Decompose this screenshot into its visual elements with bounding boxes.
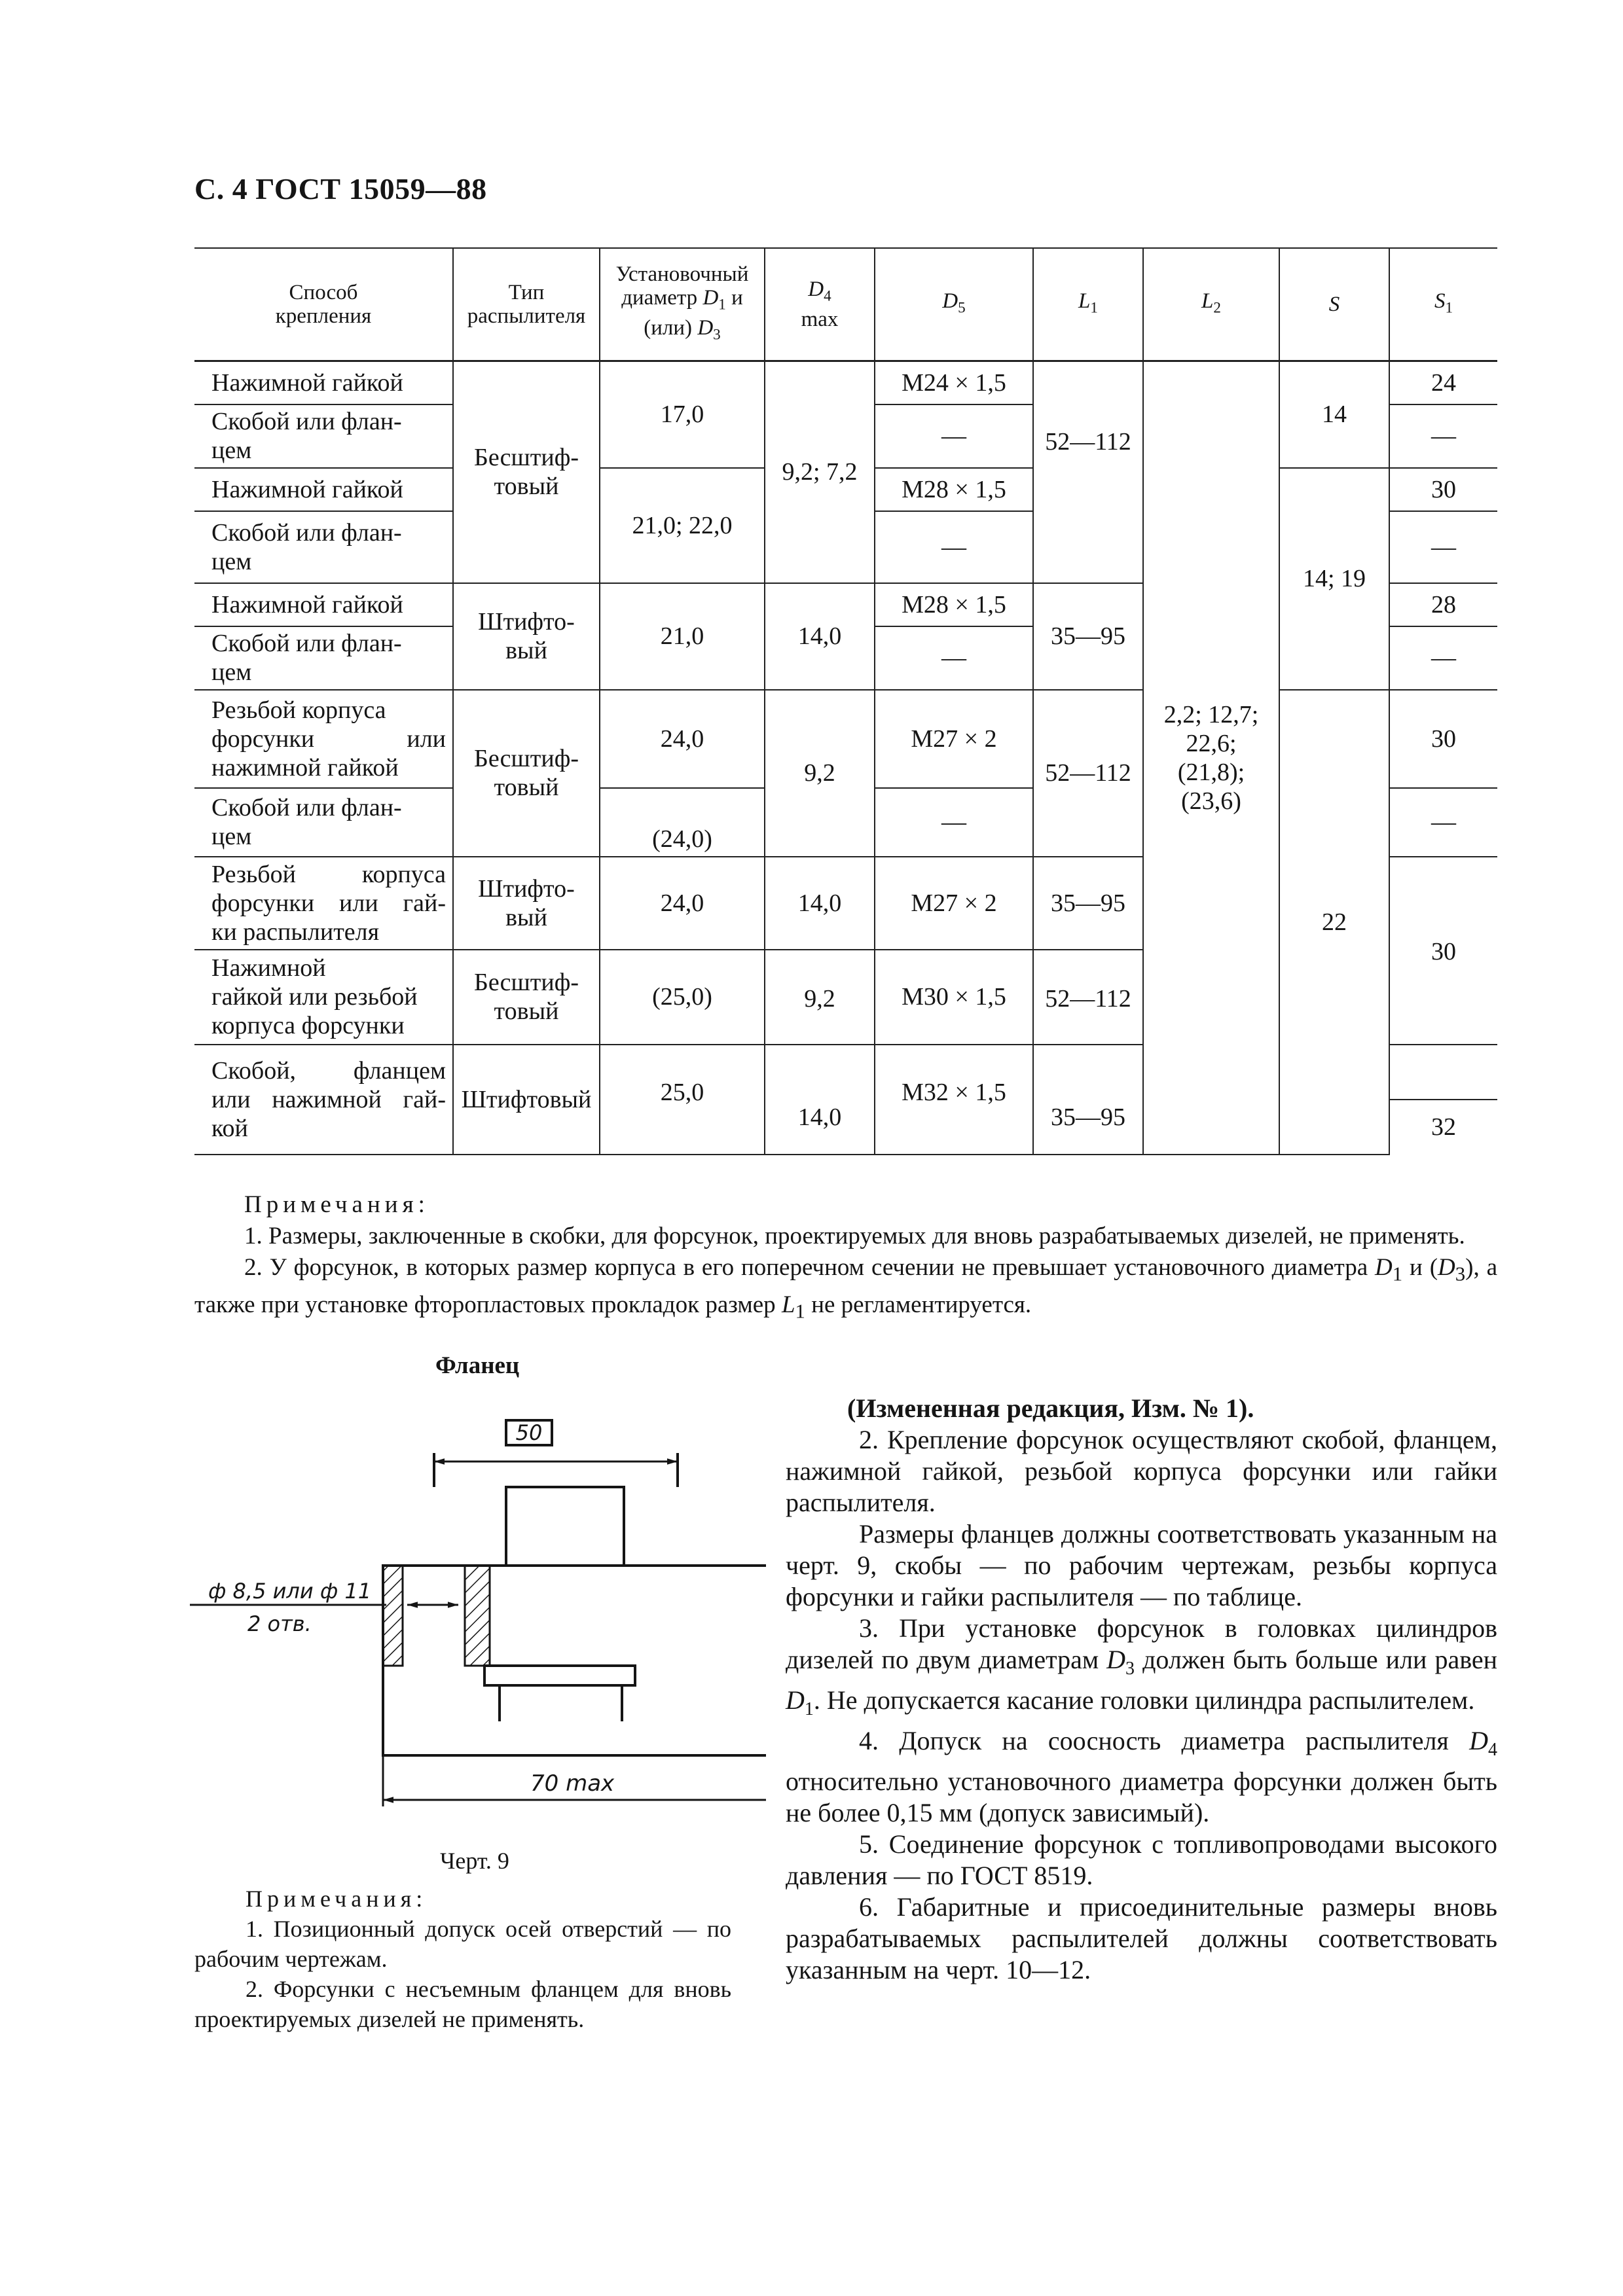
cell-l1: 52—112	[1033, 950, 1143, 1045]
cell-s1: —	[1389, 404, 1497, 468]
table-notes	[194, 1189, 1497, 1327]
cell-install: 21,0; 22,0	[600, 468, 765, 583]
clause-2: 2. Крепление форсунок осуществляют скобой, фланцем, нажимной гайкой, резьбой корпуса форсунки или гайки распылителя.	[786, 1425, 1497, 1517]
cell-d5: M30 × 1,5	[875, 950, 1033, 1045]
cell-s1: 32	[1389, 1100, 1497, 1155]
cell-l1: 35—95	[1033, 583, 1143, 690]
cell-l1: 52—112	[1033, 690, 1143, 857]
cell-l1: 52—112	[1033, 361, 1143, 583]
clause-3: 3. При установке форсунок в головках цилиндров дизелей по двум диаметрам $D_3$ должен быть больше или равен $D_1$. Не допускается касание головки цилиндра распылителем.	[786, 1613, 1498, 1719]
cell-install: 25,0	[600, 1045, 765, 1155]
figure-title: Фланец	[435, 1352, 520, 1379]
cell-install: (25,0)	[600, 950, 765, 1045]
cell-s: 22	[1279, 690, 1389, 1155]
cell-s1: 24	[1389, 361, 1497, 404]
col-header-install: Установочный диаметр $D_1$ и (или) $D_3$	[600, 248, 765, 361]
cell-mount: Скобой или флан- цем	[194, 404, 453, 468]
dim-label-50: 50	[515, 1420, 543, 1445]
flange-lower-shoulder	[484, 1666, 635, 1685]
cell-s1: 28	[1389, 583, 1497, 626]
col-header-mount: Способ крепления	[194, 248, 453, 361]
figure-note-2: 2. Форсунки с несъемным фланцем для вновь проектируемых дизелей не применять.	[194, 1976, 731, 2032]
clause-2-dimensions: Размеры фланцев должны соответствовать указанным на черт. 9, скобы — по рабочим чертежам, резьбы корпуса форсунки и гайки распылителя — по таблице.	[786, 1519, 1497, 1611]
cell-d5: M24 × 1,5	[875, 361, 1033, 404]
cell-type: Штифто- вый	[453, 583, 600, 690]
cell-d4: 9,2	[765, 690, 875, 857]
table-row	[194, 361, 1497, 404]
clause-5: 5. Соединение форсунок с топливопроводами высокого давления — по ГОСТ 8519.	[786, 1829, 1497, 1890]
cell-d5: M28 × 1,5	[875, 468, 1033, 511]
cell-mount: Резьбой корпуса форсунки или гай- ки распылителя	[194, 857, 453, 950]
cell-type: Бесштиф- товый	[453, 361, 600, 583]
notes-heading: Примечания:	[244, 1191, 429, 1218]
col-header-l1: $L_1$	[1033, 248, 1143, 361]
cell-install: 24,0	[600, 857, 765, 950]
cell-mount: Резьбой корпуса форсунки или нажимной гайкой	[194, 690, 453, 788]
figure-notes	[194, 1884, 731, 2034]
cell-type: Бесштиф- товый	[453, 950, 600, 1045]
note-1: 1. Размеры, заключенные в скобки, для форсунок, проектируемых для вновь разрабатываемых дизелей, не применять.	[244, 1223, 1465, 1249]
cell-d5: M27 × 2	[875, 857, 1033, 950]
cell-s1: 30	[1389, 857, 1497, 1045]
hole-hatch-right	[465, 1566, 490, 1666]
cell-d4: 9,2	[765, 950, 875, 1045]
col-header-d5: $D_5$	[875, 248, 1033, 361]
amendment-note: (Измененная редакция, Изм. № 1).	[847, 1393, 1254, 1423]
cell-mount: Нажимной гайкой	[194, 361, 453, 404]
hole-callout-diameter: ф 8,5 или ф 11	[208, 1579, 372, 1604]
clause-4: 4. Допуск на соосность диаметра распылителя $D_4$ относительно установочного диаметра форсунки должен быть не более 0,15 мм (допуск зависимый).	[786, 1726, 1497, 1827]
cell-type: Штифто- вый	[453, 857, 600, 950]
cell-d5: —	[875, 511, 1033, 583]
cell-d4: 9,2; 7,2	[765, 361, 875, 583]
cell-mount: Нажимной гайкой	[194, 468, 453, 511]
col-header-l2: $L_2$	[1143, 248, 1279, 361]
cell-mount: Скобой или флан- цем	[194, 511, 453, 583]
cell-d5: —	[875, 404, 1033, 468]
table-row	[194, 690, 1497, 788]
note-2: 2. У форсунок, в которых размер корпуса в его поперечном сечении не превышает установочного диаметра $D_1$ и $(D_3)$, а также при установке фторопластовых прокладок размер $L_1$ не регламентируется.	[194, 1254, 1498, 1323]
cell-type: Штифтовый	[453, 1045, 600, 1155]
cell-mount: Нажимной гайкой	[194, 583, 453, 626]
col-header-s: S	[1279, 248, 1389, 361]
cell-type: Бесштиф- товый	[453, 690, 600, 857]
clause-6: 6. Габаритные и присоединительные размеры вновь разрабатываемых распылителей должны соответствовать указанным на черт. 10—12.	[786, 1892, 1497, 1984]
col-header-type: Тип распылителя	[453, 248, 600, 361]
cell-s1: 30	[1389, 690, 1497, 788]
flange-upper-boss	[506, 1487, 624, 1566]
figure-caption: Черт. 9	[440, 1848, 509, 1874]
cell-mount: Скобой или флан- цем	[194, 788, 453, 857]
cell-s1: —	[1389, 511, 1497, 583]
cell-d4: 14,0	[765, 1045, 875, 1155]
cell-l1: 35—95	[1033, 857, 1143, 950]
cell-l1: 35—95	[1033, 1045, 1143, 1155]
cell-mount: Скобой, фланцем или нажимной гай- кой	[194, 1045, 453, 1155]
cell-install: 24,0	[600, 690, 765, 788]
cell-s: 14	[1279, 361, 1389, 468]
cell-d5: —	[875, 626, 1033, 690]
flange-body	[383, 1566, 766, 1755]
cell-s: 14; 19	[1279, 468, 1389, 690]
col-header-d4: $D_4$ max	[765, 248, 875, 361]
table-header-row	[194, 248, 1497, 361]
cell-d5: M28 × 1,5	[875, 583, 1033, 626]
right-column-text	[786, 1393, 1497, 1986]
cell-d5: —	[875, 788, 1033, 857]
cell-d4: 14,0	[765, 583, 875, 690]
cell-d5: M32 × 1,5	[875, 1045, 1033, 1155]
cell-d5: M27 × 2	[875, 690, 1033, 788]
cell-install: (24,0)	[600, 788, 765, 857]
cell-mount: Нажимной гайкой или резьбой корпуса форсунки	[194, 950, 453, 1045]
cell-install: 21,0	[600, 583, 765, 690]
figure-notes-heading: Примечания:	[246, 1886, 428, 1912]
figure-note-1: 1. Позиционный допуск осей отверстий — по рабочим чертежам.	[194, 1916, 731, 1972]
cell-l2: 2,2; 12,7; 22,6; (21,8); (23,6)	[1143, 361, 1279, 1155]
cell-s1: 30	[1389, 468, 1497, 511]
cell-s1: —	[1389, 788, 1497, 857]
cell-install: 17,0	[600, 361, 765, 468]
cell-mount: Скобой или флан- цем	[194, 626, 453, 690]
hole-hatch-left	[383, 1566, 403, 1666]
col-header-s1: $S_1$	[1389, 248, 1497, 361]
nozzle-mount-table	[194, 247, 1497, 1155]
cell-d4: 14,0	[765, 857, 875, 950]
cell-s1: —	[1389, 626, 1497, 690]
dim-label-70max: 70 max	[530, 1770, 615, 1797]
hole-callout-count: 2 отв.	[247, 1611, 312, 1636]
page-header: С. 4 ГОСТ 15059—88	[194, 172, 487, 206]
